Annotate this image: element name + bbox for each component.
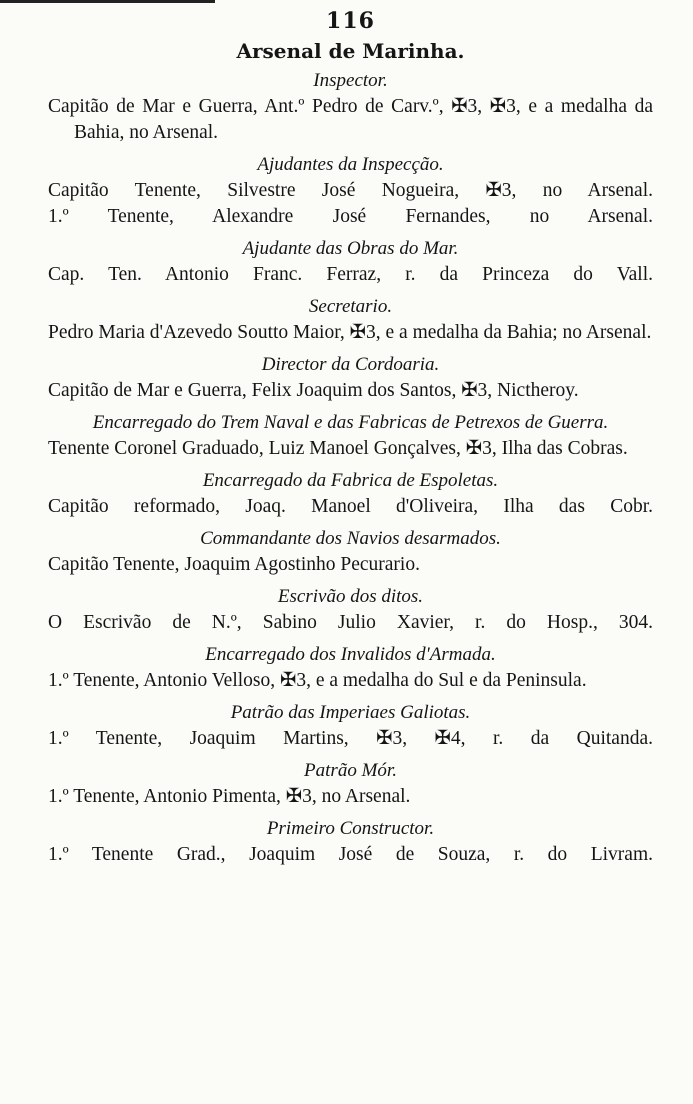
- section-heading: Inspector.: [313, 70, 388, 91]
- section-espoletas: [48, 468, 653, 520]
- list-item: Capitão Tenente, Joaquim Agostinho Pecurario.: [48, 554, 420, 575]
- section-ajudantes: [48, 152, 653, 230]
- section-heading: Escrivão dos ditos.: [277, 586, 424, 607]
- section-navios: [48, 526, 653, 578]
- section-heading: Encarregado da Fabrica de Espoletas.: [202, 470, 499, 491]
- section-constructor: [48, 816, 653, 868]
- section-heading: Encarregado dos Invalidos d'Armada.: [205, 644, 496, 665]
- list-item: Capitão reformado, Joaq. Manoel d'Oliveira, Ilha das Cobr.: [48, 496, 653, 517]
- section-invalidos: [48, 642, 653, 694]
- section-escrivao: [48, 584, 653, 636]
- document-page: [48, 6, 653, 874]
- list-item: Cap. Ten. Antonio Franc. Ferraz, r. da Princeza do Vall.: [48, 264, 653, 285]
- list-item: 1.º Tenente, Joaquim Martins, ✠3, ✠4, r. da Quitanda.: [48, 728, 653, 749]
- section-heading: Patrão das Imperiaes Galiotas.: [230, 702, 471, 723]
- list-item: Capitão de Mar e Guerra, Felix Joaquim dos Santos, ✠3, Nictheroy.: [48, 380, 579, 401]
- section-heading: Secretario.: [308, 296, 393, 317]
- top-rule: [0, 0, 215, 3]
- section-heading: Encarregado do Trem Naval e das Fabricas de Petrexos de Guerra.: [92, 412, 609, 433]
- list-item: Tenente Coronel Graduado, Luiz Manoel Gonçalves, ✠3, Ilha das Cobras.: [48, 438, 628, 459]
- list-item: 1.º Tenente Grad., Joaquim José de Souza, r. do Livram.: [48, 844, 653, 865]
- page-title: Arsenal de Marinha.: [236, 39, 465, 63]
- list-item: 1.º Tenente, Alexandre José Fernandes, no Arsenal.: [48, 206, 653, 227]
- section-heading: Primeiro Constructor.: [266, 818, 435, 839]
- list-item: Pedro Maria d'Azevedo Soutto Maior, ✠3, e a medalha da Bahia; no Arsenal.: [48, 322, 652, 343]
- section-galiotas: [48, 700, 653, 752]
- list-item: 1.º Tenente, Antonio Velloso, ✠3, e a medalha do Sul e da Peninsula.: [48, 670, 587, 691]
- section-ajudante-obras: [48, 236, 653, 288]
- section-heading: Ajudantes da Inspecção.: [257, 154, 444, 175]
- section-secretario: [48, 294, 653, 346]
- section-heading: Ajudante das Obras do Mar.: [242, 238, 459, 259]
- list-item: Capitão Tenente, Silvestre José Nogueira, ✠3, no Arsenal.: [48, 180, 653, 201]
- section-heading: Patrão Mór.: [304, 760, 397, 781]
- section-heading: Director da Cordoaria.: [261, 354, 440, 375]
- list-item: O Escrivão de N.º, Sabino Julio Xavier, r. do Hosp., 304.: [48, 612, 653, 633]
- section-cordoaria: [48, 352, 653, 404]
- section-trem-naval: [48, 410, 653, 462]
- section-heading: Commandante dos Navios desarmados.: [200, 528, 501, 549]
- section-patrao-mor: [48, 758, 653, 810]
- section-inspector: [48, 68, 653, 146]
- list-item: 1.º Tenente, Antonio Pimenta, ✠3, no Arsenal.: [48, 786, 411, 807]
- list-item: Capitão de Mar e Guerra, Ant.º Pedro de Carv.º, ✠3, ✠3, e a medalha da Bahia, no Arsenal.: [48, 96, 653, 143]
- page-number: 116: [326, 8, 375, 34]
